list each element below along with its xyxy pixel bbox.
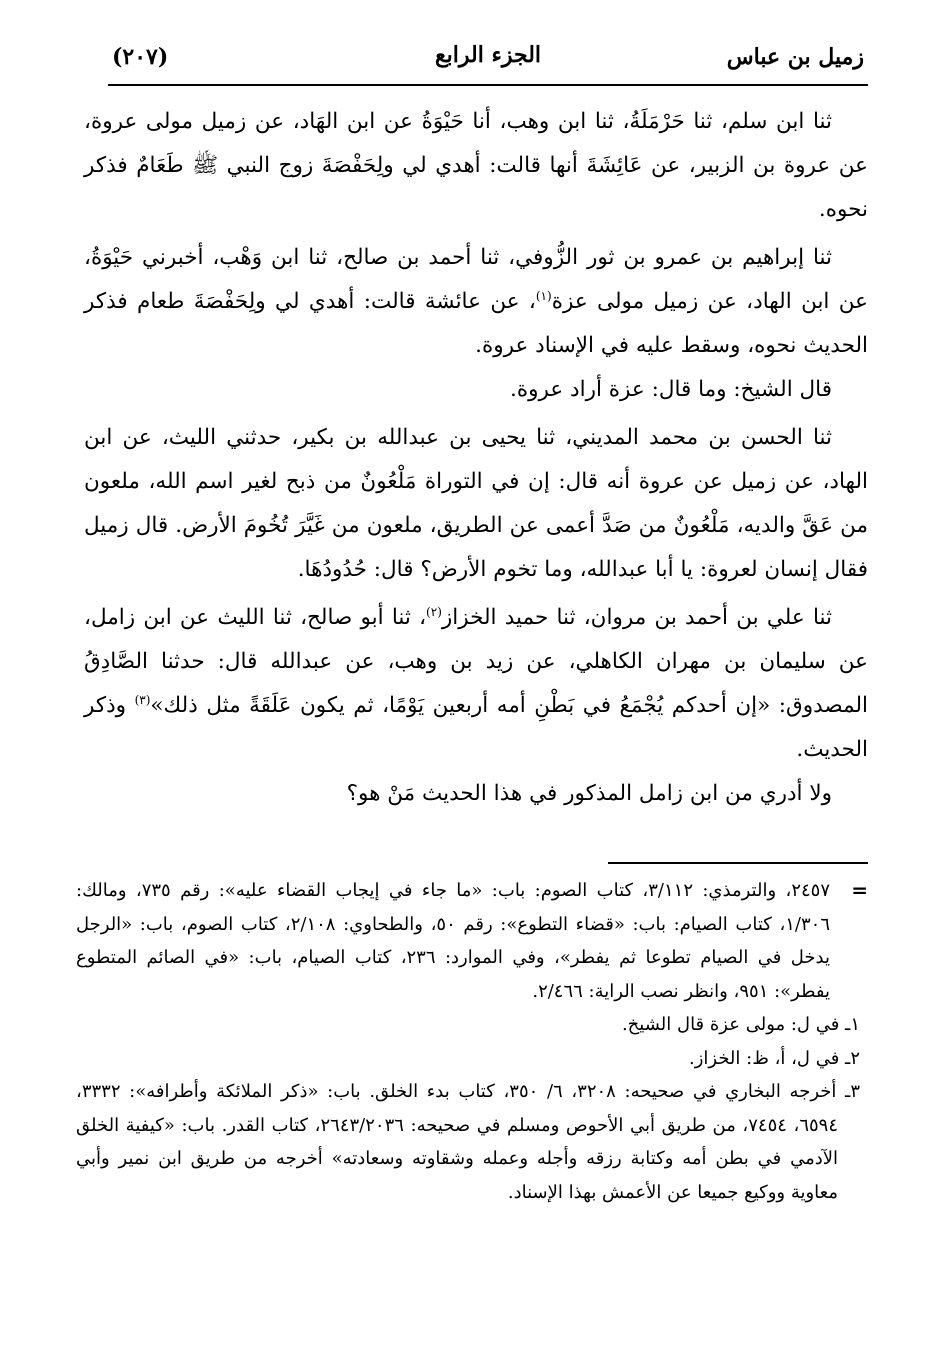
- footnotes: [76, 874, 868, 1209]
- paragraph-5-text-b: ، ثنا أبو صالح، ثنا الليث عن ابن زامل، عن سليمان بن مهران الكاهلي، عن زيد بن وهب، عن عبدالله قال: حدثنا الصَّادِقُ المصدوق: «إن أحدكم يُجْمَعُ في بَطْنِ أمه أربعين يَوْمًا، ثم يكون عَلَقَةً مثل ذلك»: [84, 605, 868, 718]
- paragraph-5: [84, 596, 868, 772]
- footnote-ref-1[interactable]: (١): [535, 288, 552, 303]
- footnote-separator: [608, 862, 868, 864]
- footnote-continuation-text: ٢٤٥٧، والترمذي: ٣/١١٢، كتاب الصوم: باب: «ما جاء في إيجاب القضاء عليه»: رقم ٧٣٥، ومالك: ١/٣٠٦، كتاب الصيام: باب: «قضاء التطوع»: رقم ٥٠، والطحاوي: ٢/١٠٨، كتاب الصوم، باب: «الرجل يدخل في الصيام تطوعا ثم يفطر»، وفي الموارد: ٢٣٦، كتاب الصيام، باب: «في الصائم المتطوع يفطر»: ٩٥١، وانظر نصب الراية: ٢/٤٦٦.: [76, 880, 831, 1002]
- paragraph-4: ثنا الحسن بن محمد المديني، ثنا يحيى بن عبدالله بن بكير، حدثني الليث، عن ابن الهاد، عن زميل عن عروة أنه قال: إن في التوراة مَلْعُونٌ من ذبح لغير اسم الله، ملعون من عَقَّ والديه، مَلْعُونٌ من صَدَّ أعمى عن الطريق، ملعون من غَيَّرَ تُخُومَ الأرض. قال زميل فقال إنسان لعروة: يا أبا عبدالله، وما تخوم الأرض؟ قال: حُدُودُهَا.: [84, 425, 868, 582]
- header-rule: [108, 84, 868, 86]
- footnote-1: ١ـ في ل: مولى عزة قال الشيخ.: [621, 1014, 860, 1035]
- footnote-ref-2[interactable]: (٢): [426, 604, 442, 619]
- footnote-continuation: [76, 874, 868, 1008]
- footnote-ref-3[interactable]: (٣): [134, 692, 151, 707]
- paragraph-5-text-a: ثنا علي بن أحمد بن مروان، ثنا حميد الخزاز: [441, 605, 832, 630]
- header-page-number: (٢٠٧): [112, 44, 169, 70]
- paragraph-1: ثنا ابن سلم، ثنا حَرْمَلَةُ، ثنا ابن وهب، أنا حَيْوَةُ عن ابن الهَاد، عن زميل مولى عروة، عن عروة بن الزبير، عن عَائِشَةَ أنها قالت: أهدي لي ولِحَفْصَةَ زوج النبي ﷺ طَعَامٌ فذكر نحوه.: [84, 109, 868, 222]
- paragraph-2-text-a: ثنا إبراهيم بن عمرو بن ثور الزُّوفي، ثنا أحمد بن صالح، ثنا ابن وَهْب، أخبرني حَيْوَةُ، عن ابن الهاد، عن زميل مولى عزة: [84, 245, 868, 314]
- paragraph-3: قال الشيخ: وما قال: عزة أراد عروة.: [510, 377, 832, 402]
- continuation-mark: =: [851, 878, 868, 902]
- paragraph-2: [84, 236, 868, 368]
- header-volume: الجزء الرابع: [434, 42, 542, 68]
- footnote-2: ٢ـ في ل، أ، ظ: الخزاز.: [688, 1047, 860, 1069]
- paragraph-2-text-b: ، عن عائشة قالت: أهدي لي ولِحَفْصَةَ طعام فذكر الحديث نحوه، وسقط عليه في الإسناد عروة.: [84, 289, 868, 358]
- paragraph-6: ولا أدري من ابن زامل المذكور في هذا الحديث مَنْ هو؟: [346, 781, 832, 806]
- running-header: [112, 40, 864, 80]
- main-text: [84, 100, 868, 816]
- paragraph-5-text-c: وذكر الحديث.: [84, 693, 868, 762]
- footnote-3: ٣ـ أخرجه البخاري في صحيحه: ٣٢٠٨، ٦/ ٣٥٠، كتاب بدء الخلق. باب: «ذكر الملائكة وأطرافه»: ٣٣٣٢، ٦٥٩٤، ٧٤٥٤، من طريق أبي الأحوص ومسلم في صحيحه: ٢٦٤٣/٢٠٣٦، كتاب القدر. باب: «كيفية الخلق الآدمي في بطن أمه وكتابة رزقه وأجله وعمله وشقاوته وسعادته» أخرجه من طريق ابن نمير وأبي معاوية ووكيع جميعا عن الأعمش بهذا الإسناد.: [76, 1081, 860, 1203]
- header-section-title: زميل بن عباس: [726, 44, 864, 70]
